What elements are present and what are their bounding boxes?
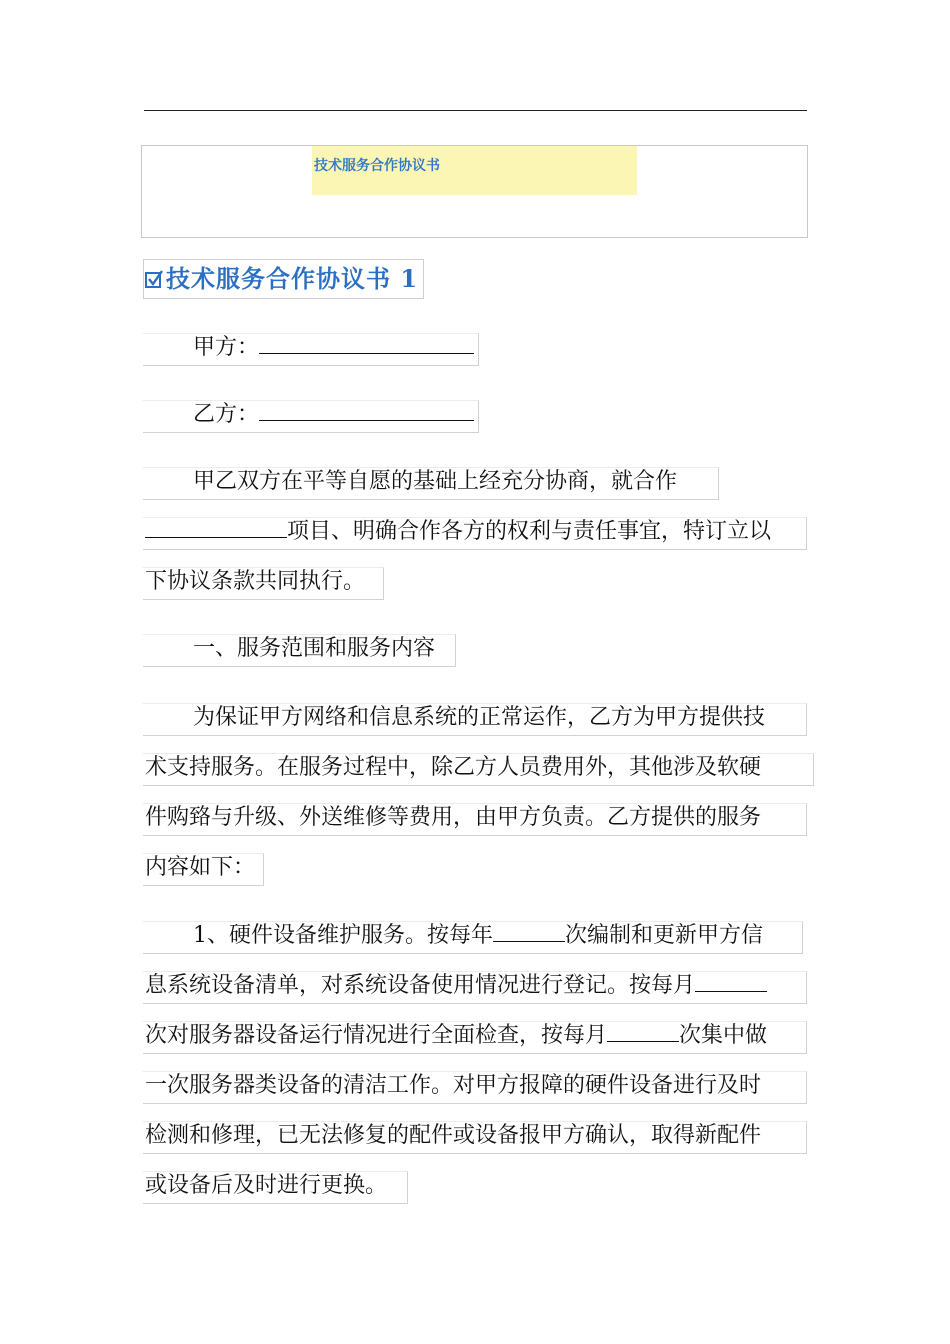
party-b-line xyxy=(143,400,479,433)
paragraph-text: 术支持服务。在服务过程中，除乙方人员费用外，其他涉及软硬 xyxy=(145,755,762,780)
paragraph-text: 一次服务器类设备的清洁工作。对甲方报障的硬件设备进行及时 xyxy=(145,1073,762,1098)
paragraph-text: 息系统设备清单，对系统设备使用情况进行登记。按每月 xyxy=(145,973,696,998)
section-heading: 一、服务范围和服务内容 xyxy=(193,636,436,661)
paragraph-text: 或设备后及时进行更换。 xyxy=(145,1173,388,1198)
document-heading: 技术服务合作协议书 1 xyxy=(166,264,419,293)
party-b-label: 乙方： xyxy=(193,402,260,427)
paragraph-line xyxy=(143,803,807,836)
paragraph-line xyxy=(143,853,264,886)
paragraph-line xyxy=(143,1071,807,1104)
paragraph-line xyxy=(143,753,814,786)
paragraph-text: 次集中做 xyxy=(679,1023,768,1048)
party-a-line xyxy=(143,333,479,366)
header-title: 技术服务合作协议书 xyxy=(314,158,440,174)
project-blank xyxy=(145,517,287,538)
paragraph-text: 为保证甲方网络和信息系统的正常运作，乙方为甲方提供技 xyxy=(193,705,766,730)
paragraph-line xyxy=(143,517,807,550)
paragraph-line xyxy=(143,567,384,600)
checkbox-icon xyxy=(145,270,163,288)
section-heading-line xyxy=(143,634,456,667)
header-rule xyxy=(144,110,807,111)
paragraph-line xyxy=(143,703,807,736)
paragraph-text: 1、硬件设备维护服务。按每年 xyxy=(193,923,493,948)
paragraph-line xyxy=(143,1121,807,1154)
paragraph-line xyxy=(143,1021,807,1054)
yearly-count-blank xyxy=(493,921,565,942)
paragraph-line xyxy=(143,971,807,1004)
paragraph-text: 次对服务器设备运行情况进行全面检查，按每月 xyxy=(145,1023,608,1048)
paragraph-text: 下协议条款共同执行。 xyxy=(145,569,366,594)
paragraph-text: 检测和修理，已无法修复的配件或设备报甲方确认，取得新配件 xyxy=(145,1123,762,1148)
monthly-clean-blank xyxy=(607,1021,679,1042)
paragraph-line xyxy=(143,921,803,954)
paragraph-text: 件购臵与升级、外送维修等费用，由甲方负责。乙方提供的服务 xyxy=(145,805,762,830)
paragraph-text: 甲乙双方在平等自愿的基础上经充分协商，就合作 xyxy=(193,469,678,494)
party-a-label: 甲方： xyxy=(193,335,260,360)
party-b-blank xyxy=(259,400,474,421)
paragraph-line xyxy=(143,467,719,500)
monthly-check-blank xyxy=(695,971,767,992)
paragraph-text: 次编制和更新甲方信 xyxy=(565,923,764,948)
party-a-blank xyxy=(259,333,474,354)
paragraph-line xyxy=(143,1171,408,1204)
paragraph-text: 项目、明确合作各方的权利与责任事宜，特订立以 xyxy=(287,519,772,544)
paragraph-text: 内容如下： xyxy=(145,855,256,880)
